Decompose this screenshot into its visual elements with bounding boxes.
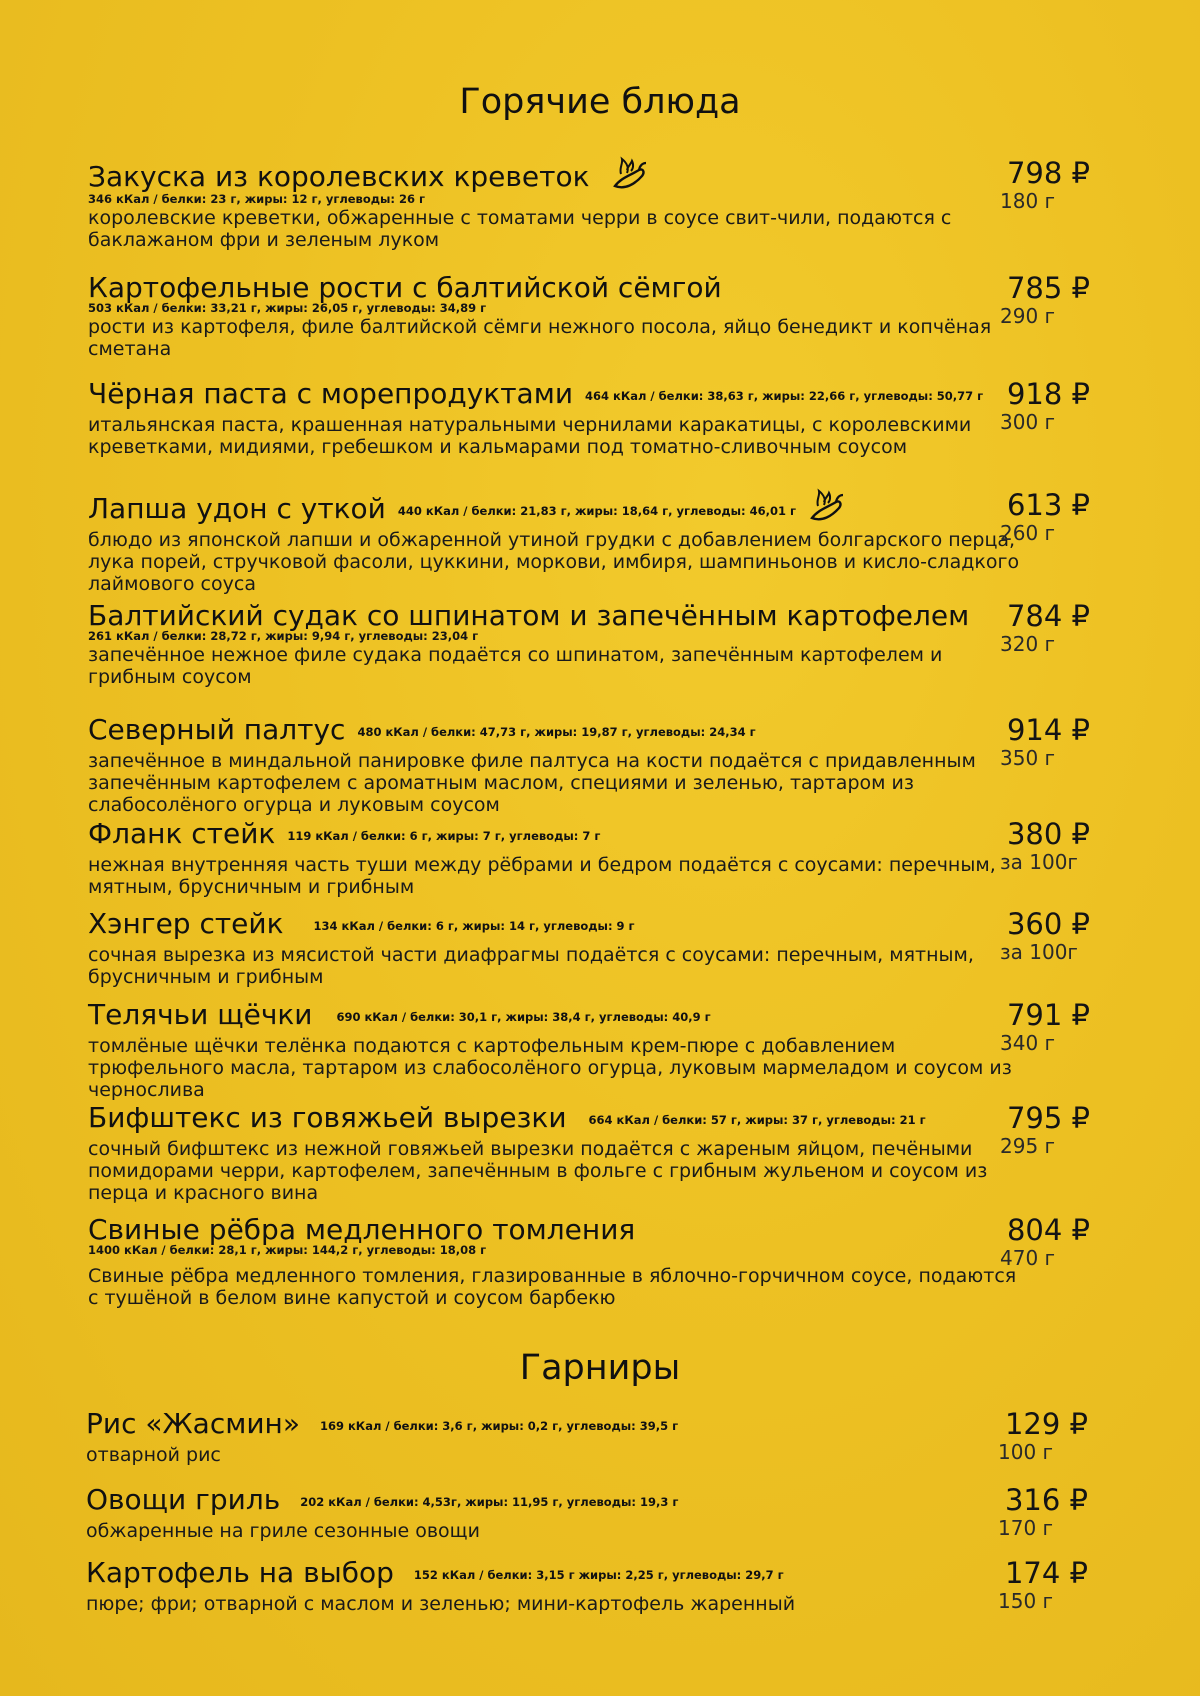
dish-description: рости из картофеля, филе балтийской сёмги нежного посола, яйцо бенедикт и копчёная сметана — [88, 316, 992, 360]
dish-name: Телячьи щёчки — [88, 998, 313, 1031]
dish-price: 316 ₽ — [1004, 1483, 1088, 1517]
dish-price: 918 ₽ — [1006, 377, 1090, 411]
nutrition-info: 690 кКал / белки: 30,1 г, жиры: 38,4 г, углеводы: 40,9 г — [336, 1010, 711, 1024]
nutrition-info: 119 кКал / белки: 6 г, жиры: 7 г, углеводы: 7 г — [287, 829, 601, 843]
dish-name: Рис «Жасмин» — [86, 1407, 300, 1440]
dish-description: блюдо из японской лапши и обжаренной утиной грудки с добавлением болгарского перца, лука порей, стручковой фасоли, цуккини, моркови, имбиря, шампиньонов и кисло-сладкого лаймового соуса — [88, 529, 1020, 595]
dish-name: Свиные рёбра медленного томления — [88, 1213, 636, 1246]
menu-item — [88, 907, 1128, 988]
menu-item — [88, 1101, 1128, 1204]
section-title-hot-dishes: Горячие блюда — [459, 82, 741, 122]
dish-price: 785 ₽ — [1006, 271, 1090, 305]
dish-price: 798 ₽ — [1006, 156, 1090, 190]
chili-pepper-icon — [607, 156, 649, 196]
dish-weight: 290 г — [1000, 304, 1056, 328]
dish-price: 380 ₽ — [1006, 817, 1090, 851]
section-title-sides: Гарниры — [519, 1348, 681, 1388]
dish-name: Хэнгер стейк — [88, 907, 284, 940]
dish-description: запечённое нежное филе судака подаётся со шпинатом, запечённым картофелем и грибным соусом — [88, 644, 943, 688]
dish-weight: 300 г — [1000, 410, 1056, 434]
menu-item — [88, 488, 1128, 595]
menu-item — [88, 998, 1128, 1101]
dish-name: Овощи гриль — [86, 1483, 281, 1516]
menu-item — [88, 377, 1128, 458]
menu-item — [88, 599, 1128, 688]
menu-item — [88, 271, 1128, 360]
nutrition-info: 202 кКал / белки: 4,53г, жиры: 11,95 г, углеводы: 19,3 г — [300, 1495, 679, 1509]
nutrition-info: 261 кКал / белки: 28,72 г, жиры: 9,94 г, углеводы: 23,04 г — [88, 629, 479, 643]
menu-item — [88, 1213, 1128, 1309]
menu-item — [86, 1483, 1126, 1542]
dish-name: Балтийский судак со шпинатом и запечённым картофелем — [88, 599, 970, 632]
dish-weight: 295 г — [1000, 1134, 1056, 1158]
menu-item — [88, 817, 1128, 898]
dish-description: королевские креветки, обжаренные с томатами черри в соусе свит-чили, подаются с баклажаном фри и зеленым луком — [88, 207, 952, 251]
dish-price: 129 ₽ — [1004, 1407, 1088, 1441]
dish-name: Картофельные рости с балтийской сёмгой — [88, 271, 722, 304]
dish-name: Бифштекс из говяжьей вырезки — [88, 1101, 567, 1134]
dish-price: 784 ₽ — [1006, 599, 1090, 633]
dish-description: сочная вырезка из мясистой части диафрагмы подаётся с соусами: перечным, мятным, брусничным и грибным — [88, 944, 974, 988]
nutrition-info: 440 кКал / белки: 21,83 г, жиры: 18,64 г, углеводы: 46,01 г — [397, 504, 797, 518]
nutrition-info: 503 кКал / белки: 33,21 г, жиры: 26,05 г, углеводы: 34,89 г — [88, 301, 487, 315]
dish-description: отварной рис — [86, 1444, 221, 1466]
dish-weight: 260 г — [1000, 521, 1056, 545]
dish-weight: за 100г — [1000, 940, 1078, 964]
dish-name: Картофель на выбор — [86, 1556, 394, 1589]
dish-price: 795 ₽ — [1006, 1101, 1090, 1135]
nutrition-info: 480 кКал / белки: 47,73 г, жиры: 19,87 г, углеводы: 24,34 г — [357, 725, 756, 739]
nutrition-info: 169 кКал / белки: 3,6 г, жиры: 0,2 г, углеводы: 39,5 г — [319, 1419, 679, 1433]
dish-weight: за 100г — [1000, 850, 1078, 874]
dish-name: Фланк стейк — [88, 817, 276, 850]
nutrition-info: 152 кКал / белки: 3,15 г жиры: 2,25 г, углеводы: 29,7 г — [413, 1568, 784, 1582]
dish-description: томлёные щёчки телёнка подаются с картофельным крем-пюре с добавлением трюфельного масла, тартаром из слабосолёного огурца, луковым мармеладом и соусом из чернослива — [88, 1035, 1012, 1101]
dish-price: 613 ₽ — [1006, 488, 1090, 522]
dish-weight: 470 г — [1000, 1246, 1056, 1270]
nutrition-info: 464 кКал / белки: 38,63 г, жиры: 22,66 г, углеводы: 50,77 г — [585, 389, 984, 403]
dish-description: обжаренные на гриле сезонные овощи — [86, 1520, 480, 1542]
menu-item — [88, 713, 1128, 816]
chili-pepper-icon — [804, 488, 846, 528]
dish-name: Лапша удон с уткой — [88, 492, 386, 525]
dish-name: Северный палтус — [88, 713, 346, 746]
dish-description: сочный бифштекс из нежной говяжьей вырезки подаётся с жареным яйцом, печёными помидорами черри, картофелем, запечённым в фольге с грибным жульеном и соусом из перца и красного вина — [88, 1138, 988, 1204]
dish-price: 174 ₽ — [1004, 1556, 1088, 1590]
dish-description: итальянская паста, крашенная натуральными чернилами каракатицы, с королевскими креветками, мидиями, гребешком и кальмарами под томатно-сливочным соусом — [88, 414, 972, 458]
nutrition-info: 664 кКал / белки: 57 г, жиры: 37 г, углеводы: 21 г — [588, 1113, 926, 1127]
dish-name: Закуска из королевских креветок — [88, 160, 590, 193]
dish-weight: 350 г — [1000, 746, 1056, 770]
dish-description: пюре; фри; отварной с маслом и зеленью; мини-картофель жаренный — [86, 1593, 796, 1615]
nutrition-info: 134 кКал / белки: 6 г, жиры: 14 г, углеводы: 9 г — [313, 919, 635, 933]
dish-weight: 340 г — [1000, 1031, 1056, 1055]
dish-price: 791 ₽ — [1006, 998, 1090, 1032]
nutrition-info: 346 кКал / белки: 23 г, жиры: 12 г, углеводы: 26 г — [88, 192, 426, 206]
dish-price: 804 ₽ — [1006, 1213, 1090, 1247]
menu-item — [86, 1556, 1126, 1615]
nutrition-info: 1400 кКал / белки: 28,1 г, жиры: 144,2 г, углеводы: 18,08 г — [88, 1243, 487, 1257]
dish-name: Чёрная паста с морепродуктами — [88, 377, 574, 410]
menu-item — [86, 1407, 1126, 1466]
dish-weight: 100 г — [998, 1440, 1054, 1464]
dish-weight: 180 г — [1000, 189, 1056, 213]
dish-description: Свиные рёбра медленного томления, глазированные в яблочно-горчичном соусе, подаются с тушёной в белом вине капустой и соусом барбекю — [88, 1265, 1017, 1309]
dish-price: 914 ₽ — [1006, 713, 1090, 747]
dish-weight: 170 г — [998, 1516, 1054, 1540]
dish-price: 360 ₽ — [1006, 907, 1090, 941]
dish-description: запечённое в миндальной панировке филе палтуса на кости подаётся с придавленным запечённым картофелем с ароматным маслом, специями и зеленью, тартаром из слабосолёного огурца и луковым соусом — [88, 750, 976, 816]
dish-description: нежная внутренняя часть туши между рёбрами и бедром подаётся с соусами: перечным, мятным, брусничным и грибным — [88, 854, 996, 898]
dish-weight: 150 г — [998, 1589, 1054, 1613]
menu-item — [88, 156, 1128, 251]
dish-weight: 320 г — [1000, 632, 1056, 656]
